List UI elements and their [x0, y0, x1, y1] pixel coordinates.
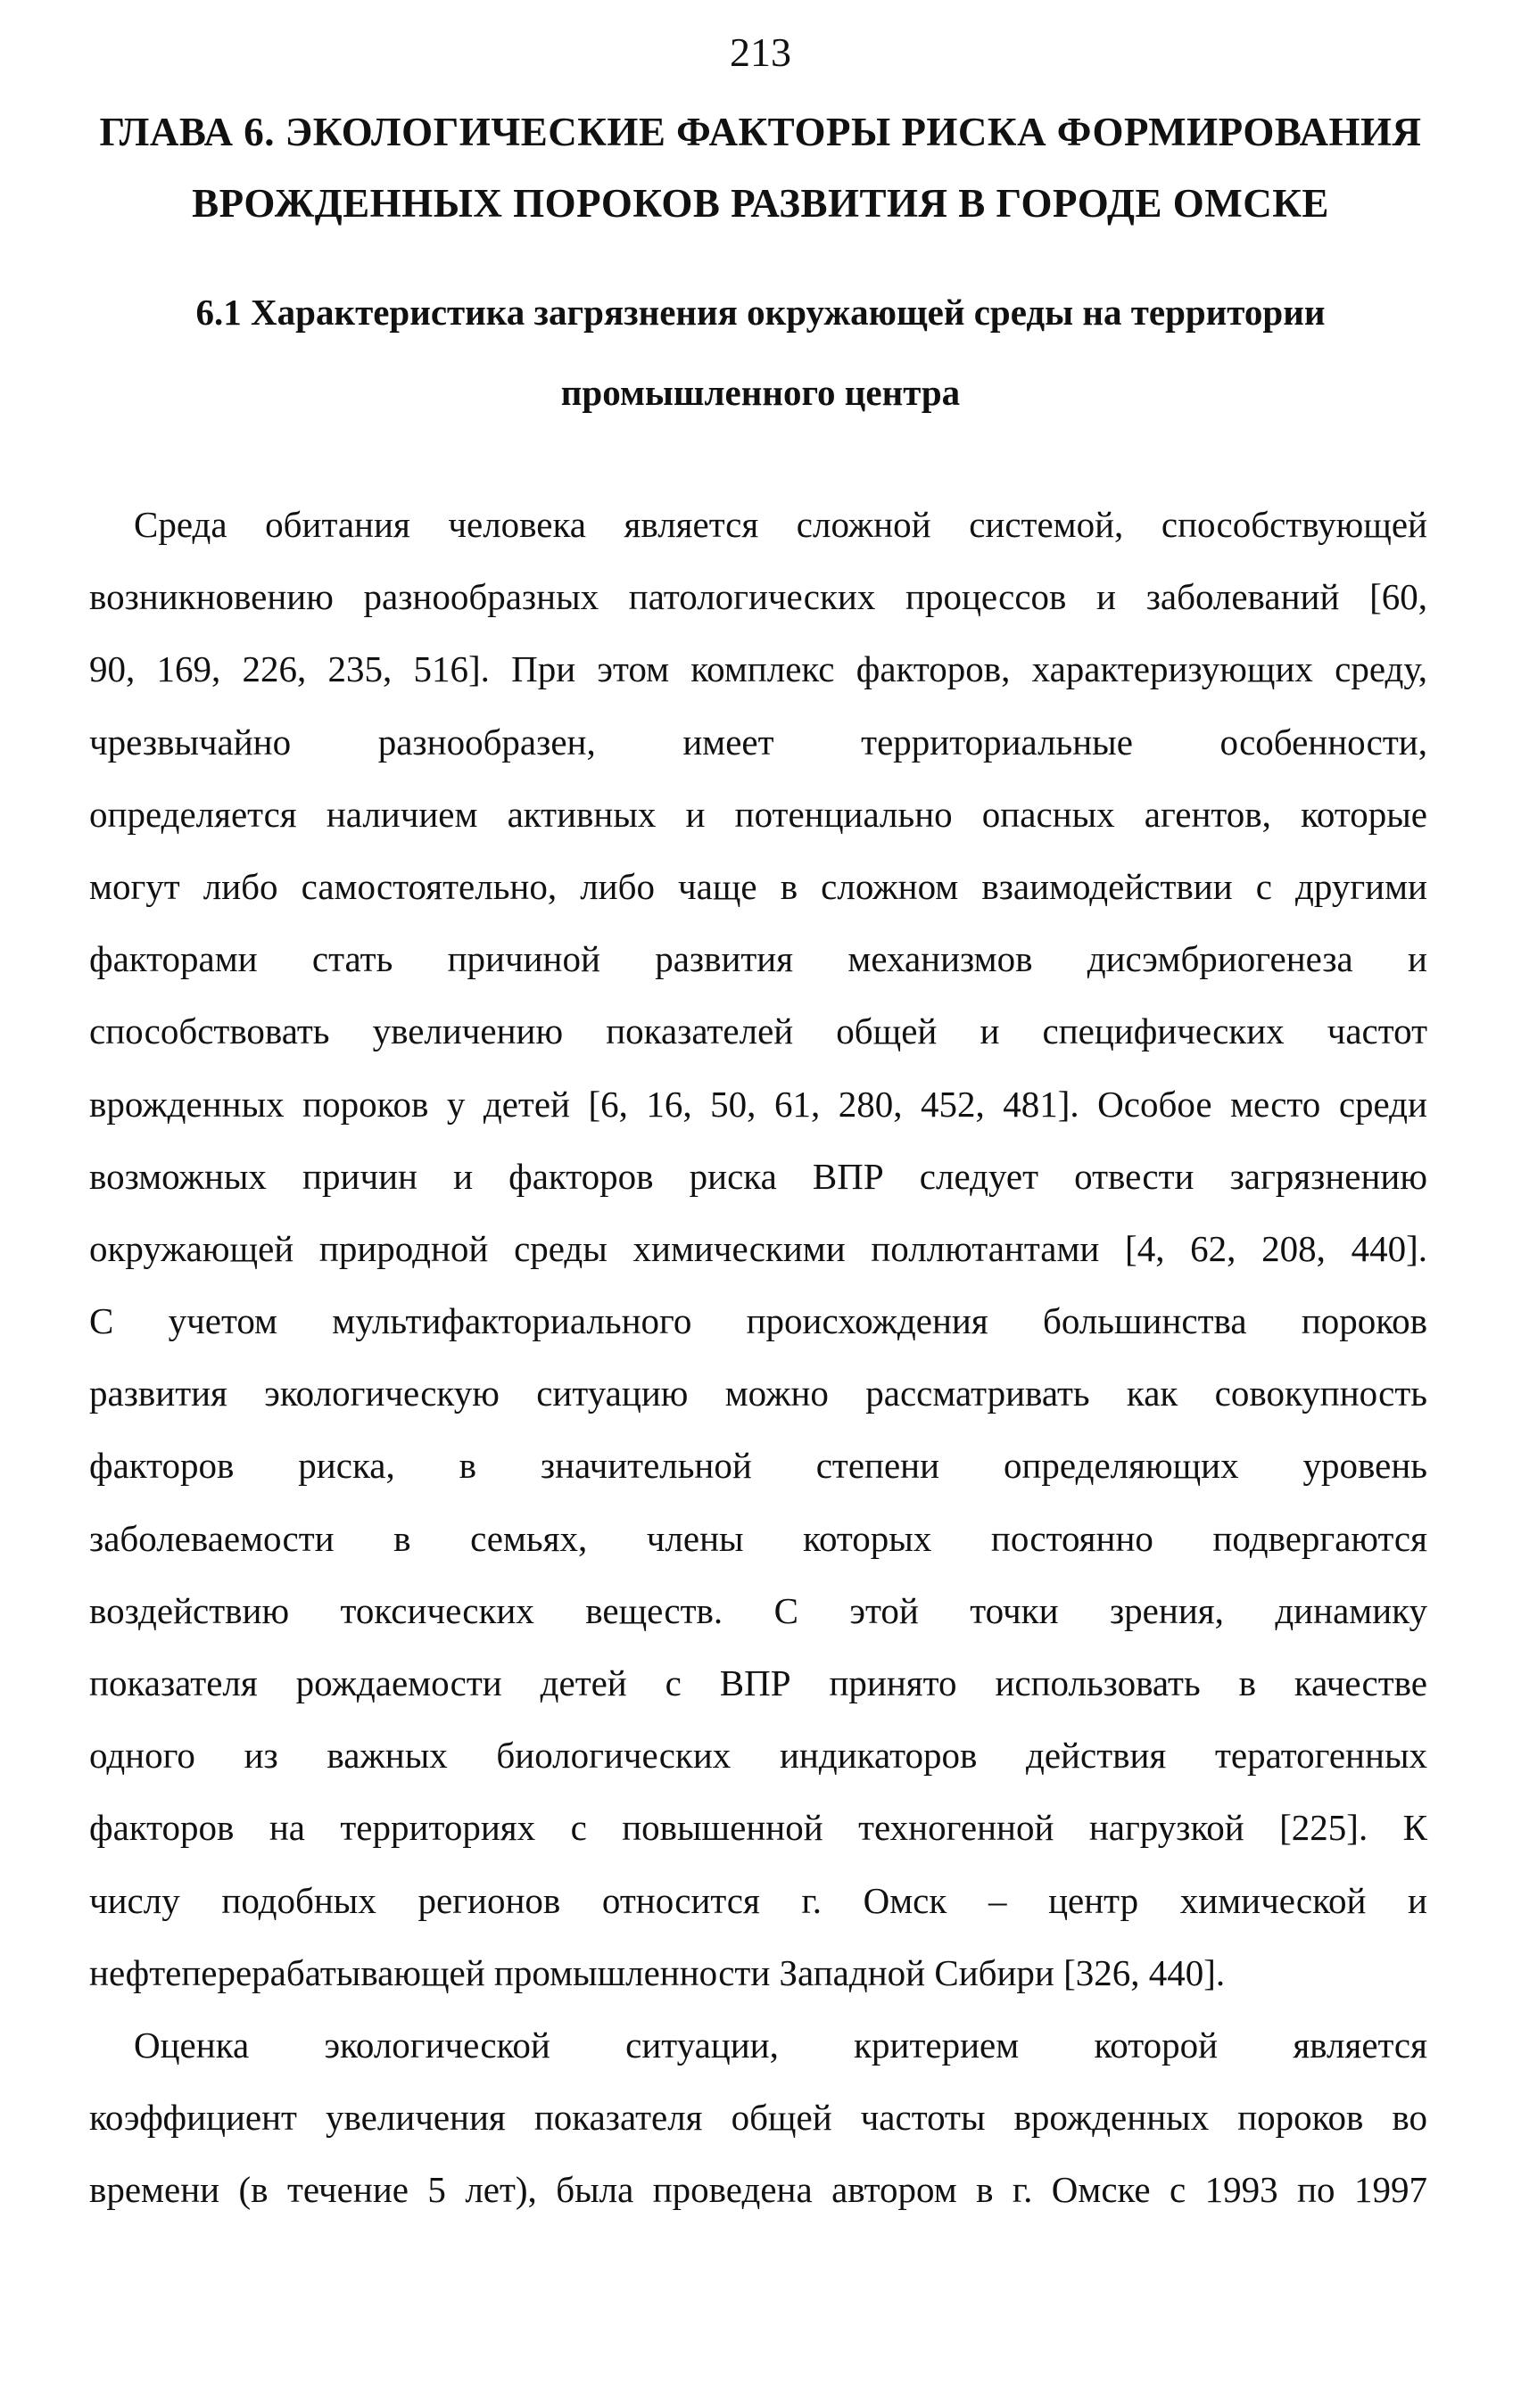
text-line: факторов риска, в значительной степени определяющих уровень	[89, 1445, 1427, 1487]
text-line: чрезвычайно разнообразен, имеет территориальные особенности,	[89, 721, 1427, 763]
text-line: факторов на территориях с повышенной техногенной нагрузкой [225]. К	[89, 1807, 1427, 1849]
section-title-line: 6.1 Характеристика загрязнения окружающей среды на территории	[195, 292, 1326, 333]
text-line: воздействию токсических веществ. С этой точки зрения, динамику	[89, 1589, 1427, 1631]
text-line: времени (в течение 5 лет), была проведена автором в г. Омске с 1993 по 1997	[89, 2169, 1427, 2211]
text-line: возникновению разнообразных патологических процессов и заболеваний [60,	[89, 576, 1427, 618]
text-line: врожденных пороков у детей [6, 16, 50, 61, 280, 452, 481]. Особое место среди	[89, 1083, 1427, 1125]
text-line: способствовать увеличению показателей общей и специфических частот	[89, 1010, 1427, 1052]
text-line: окружающей природной среды химическими поллютантами [4, 62, 208, 440].	[89, 1227, 1427, 1269]
text-line: определяется наличием активных и потенциально опасных агентов, которые	[89, 793, 1427, 835]
text-line: Среда обитания человека является сложной системой, способствующей	[134, 504, 1427, 545]
chapter-title	[0, 96, 1521, 239]
text-line: развития экологическую ситуацию можно рассматривать как совокупность	[89, 1373, 1427, 1414]
chapter-title-line: ГЛАВА 6. ЭКОЛОГИЧЕСКИЕ ФАКТОРЫ РИСКА ФОРМИРОВАНИЯ	[99, 110, 1422, 154]
body-text	[89, 489, 1427, 2227]
chapter-title-line: ВРОЖДЕННЫХ ПОРОКОВ РАЗВИТИЯ В ГОРОДЕ ОМСКЕ	[192, 181, 1329, 226]
text-line: заболеваемости в семьях, члены которых постоянно подвергаются	[89, 1517, 1427, 1559]
section-title-line: промышленного центра	[560, 372, 961, 413]
text-line: числу подобных регионов относится г. Омск – центр химической и	[89, 1879, 1427, 1921]
text-line: показателя рождаемости детей с ВПР принято использовать в качестве	[89, 1662, 1427, 1703]
page-number: 213	[730, 29, 791, 75]
text-line: С учетом мультифакториального происхождения большинства пороков	[89, 1300, 1427, 1342]
text-line: могут либо самостоятельно, либо чаще в сложном взаимодействии с другими	[89, 865, 1427, 907]
text-line: факторами стать причиной развития механизмов дисэмбриогенеза и	[89, 938, 1427, 980]
text-line: Оценка экологической ситуации, критерием которой является	[134, 2024, 1427, 2066]
text-line: 90, 169, 226, 235, 516]. При этом комплекс факторов, характеризующих среду,	[89, 648, 1427, 690]
text-line: нефтеперерабатывающей промышленности Западной Сибири [326, 440].	[89, 1951, 1226, 1993]
text-line: одного из важных биологических индикаторов действия тератогенных	[89, 1735, 1427, 1777]
text-line: возможных причин и факторов риска ВПР следует отвести загрязнению	[89, 1155, 1427, 1197]
text-line: коэффициент увеличения показателя общей частоты врожденных пороков во	[89, 2097, 1427, 2139]
section-title	[0, 272, 1521, 433]
